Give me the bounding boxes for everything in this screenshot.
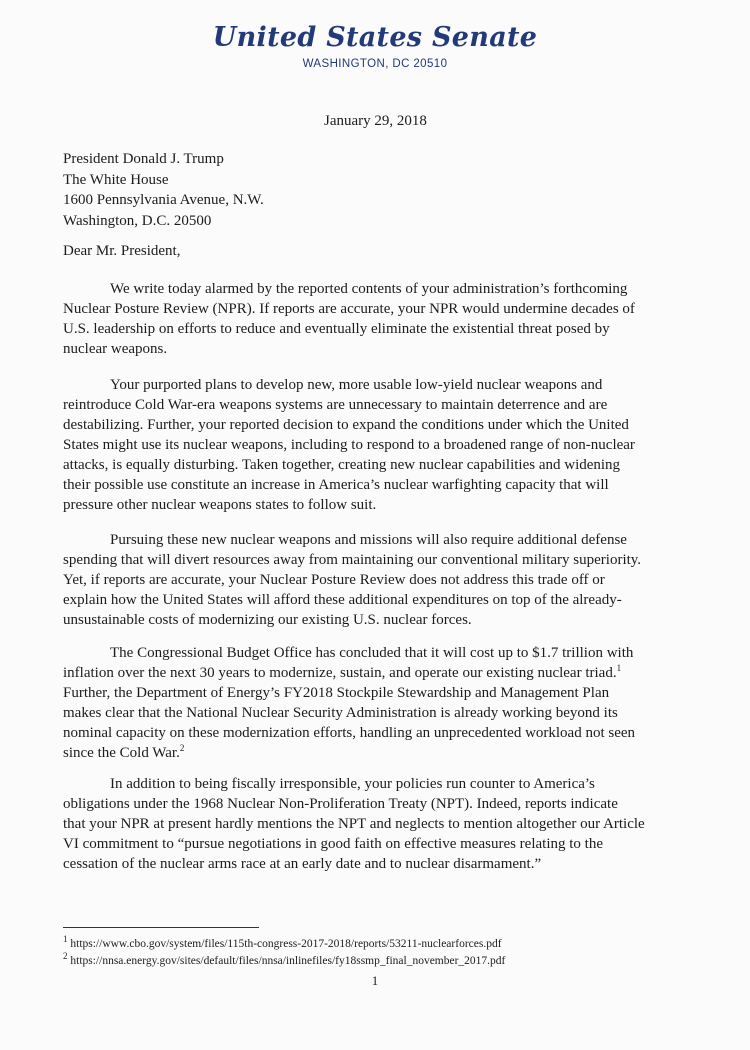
paragraph-line: makes clear that the National Nuclear Security Administration is already working beyond its: [63, 705, 618, 721]
paragraph-line: that your NPR at present hardly mentions the NPT and neglects to mention altogether our Article: [63, 816, 645, 832]
salutation: Dear Mr. President,: [63, 243, 181, 259]
body-paragraph: [63, 279, 703, 359]
footnote: [63, 953, 505, 970]
address-line: 1600 Pennsylvania Avenue, N.W.: [63, 192, 264, 208]
footnote-link[interactable]: https://nnsa.energy.gov/sites/default/files/nnsa/inlinefiles/fy18ssmp_final_november_2017.pdf: [70, 955, 506, 967]
body-paragraph: [63, 643, 703, 763]
paragraph-line: U.S. leadership on efforts to reduce and eventually eliminate the existential threat posed by: [63, 321, 610, 337]
address-line: President Donald J. Trump: [63, 151, 224, 167]
footnote-number: 1: [63, 934, 68, 945]
address-line: Washington, D.C. 20500: [63, 212, 212, 229]
paragraph-line: The Congressional Budget Office has concluded that it will cost up to $1.7 trillion with: [110, 645, 634, 661]
paragraph-line: destabilizing. Further, your reported decision to expand the conditions under which the United: [63, 417, 629, 433]
paragraph-line: nominal capacity on these modernization efforts, handling an unprecedented workload not seen: [63, 725, 636, 741]
paragraph-line: States might use its nuclear weapons, including to respond to a broadened range of non-nuclear: [63, 437, 635, 453]
paragraph-line: cessation of the nuclear arms race at an early date and to nuclear disarmament.”: [63, 856, 542, 872]
page-number: 1: [371, 973, 379, 988]
recipient-address: [63, 149, 264, 231]
footnote-mark: 1: [616, 663, 622, 673]
footnote-number: 2: [63, 951, 68, 962]
paragraph-line: Your purported plans to develop new, more usable low-yield nuclear weapons and: [110, 377, 603, 393]
paragraph-line: We write today alarmed by the reported contents of your administration’s forthcoming: [110, 281, 628, 297]
paragraph-line: attacks, is equally disturbing. Taken together, creating new nuclear capabilities and widening: [63, 457, 621, 473]
paragraph-line: unsustainable costs of modernizing our existing U.S. nuclear forces.: [63, 612, 472, 628]
letter-date: January 29, 2018: [324, 113, 427, 129]
body-paragraph: [63, 774, 703, 874]
paragraph-line: Nuclear Posture Review (NPR). If reports are accurate, your NPR would undermine decades of: [63, 301, 635, 317]
footnote-link[interactable]: https://www.cbo.gov/system/files/115th-congress-2017-2018/reports/53211-nuclearforces.pdf: [70, 938, 502, 950]
paragraph-line: pressure other nuclear weapons states to follow suit.: [63, 497, 377, 513]
paragraph-line: explain how the United States will afford these additional expenditures on top of the already-: [63, 592, 622, 608]
footnote-mark: 2: [179, 743, 185, 753]
letterhead-subtitle: WASHINGTON, DC 20510: [302, 58, 448, 70]
footnotes: [63, 936, 505, 970]
footnote: [63, 936, 505, 953]
footnote-divider: [63, 927, 259, 928]
body-paragraph: [63, 375, 703, 515]
paragraph-line: Pursuing these new nuclear weapons and missions will also require additional defense: [110, 532, 627, 548]
letterhead-title: United States Senate: [212, 22, 538, 53]
paragraph-line: VI commitment to “pursue negotiations in good faith on effective measures relating to the: [63, 836, 603, 852]
body-paragraph: [63, 530, 703, 630]
paragraph-line: nuclear weapons.: [63, 341, 168, 357]
paragraph-line: reintroduce Cold War-era weapons systems are unnecessary to maintain deterrence and are: [63, 397, 608, 413]
paragraph-line: Further, the Department of Energy’s FY2018 Stockpile Stewardship and Management Plan: [63, 685, 610, 701]
paragraph-line: obligations under the 1968 Nuclear Non-Proliferation Treaty (NPT). Indeed, reports indicate: [63, 796, 618, 812]
paragraph-line: their possible use constitute an increase in America’s nuclear warfighting capacity that will: [63, 477, 609, 493]
address-line: The White House: [63, 171, 169, 188]
paragraph-line: In addition to being fiscally irresponsible, your policies run counter to America’s: [110, 776, 595, 792]
paragraph-line: Yet, if reports are accurate, your Nuclear Posture Review does not address this trade off or: [63, 572, 605, 588]
paragraph-line: spending that will divert resources away from maintaining our conventional military superiority.: [63, 552, 642, 568]
paragraph-line: [63, 663, 703, 683]
paragraph-line: [63, 743, 703, 763]
line-text: inflation over the next 30 years to modernize, sustain, and operate our existing nuclear triad.: [63, 665, 617, 681]
line-text: since the Cold War.: [63, 745, 180, 761]
